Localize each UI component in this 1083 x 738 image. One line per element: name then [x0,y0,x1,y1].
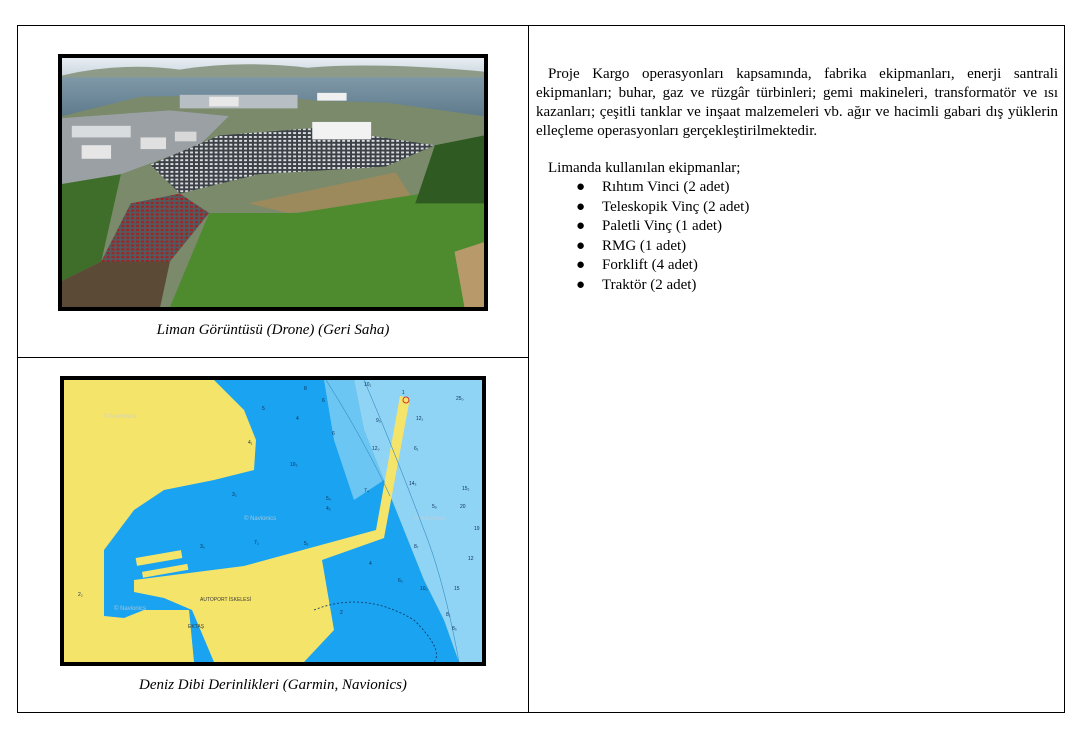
depth-label: 14₃ [409,481,417,487]
document-table [17,25,1065,713]
depth-label: 2₂ [78,592,83,598]
depth-label: 3₀ [200,544,205,550]
bullet-icon: ● [576,179,586,195]
map-label-autoport: AUTOPORT İSKELESİ [200,597,252,603]
table-column-divider [528,26,529,712]
drone-port-photo [58,54,488,311]
photo-caption: Liman Görüntüsü (Drone) (Geri Saha) [156,322,390,338]
depth-label: 3₂ [232,492,237,498]
depth-label: 5 [262,406,265,412]
depth-label: 6₂ [398,578,403,584]
map-watermark: © Navionics [244,516,277,522]
list-item: ● Forklift (4 adet) [576,257,698,273]
list-item: ● Paletli Vinç (1 adet) [576,218,723,234]
project-cargo-paragraph: Proje Kargo operasyonları kapsamında, fabrika ekipmanları, enerji santrali ekipmanları; buhar, gaz ve rüzgâr türbinleri; gemi makineleri, transformatör ve ısı kazanları; çeşitli tanklar ve inşaat malzemeleri vb. ağır ve hacimli gabari dış yüklerin elleçleme operasyonları gerçekleştirilmektedir. [536,66,1058,139]
depth-label: 5₄ [326,496,331,502]
list-item: ● RMG (1 adet) [576,237,687,254]
depth-label: 6₁ [414,446,419,452]
map-watermark: © Navionics [104,414,137,420]
depth-label: 10₃ [290,462,298,468]
depth-label: 4₂ [326,506,331,512]
depth-label: 6 [332,431,335,437]
depth-label: 12 [468,556,474,562]
depth-label: 19 [474,526,480,532]
nautical-chart-icon [64,380,482,662]
depth-label: 1 [402,390,405,396]
depth-label: 4 [296,416,299,422]
depth-label: 5₁ [304,541,309,547]
depth-label: 8₇ [414,544,419,550]
depth-label: 8₁ [446,612,451,618]
depth-label: 2 [340,610,343,616]
depth-label: 6 [322,398,325,404]
depth-label: 8 [304,386,307,392]
bullet-icon: ● [576,198,586,215]
map-label-ektas: EKTAŞ [188,624,205,630]
depth-label: 8₅ [452,626,457,632]
depth-label: 5₉ [432,504,437,510]
depth-label: 15₂ [462,486,470,492]
bullet-icon: ● [576,276,586,293]
aerial-port-photo-icon [62,58,484,307]
depth-label: 9₃ [376,418,381,424]
map-watermark: © Navionics [114,606,147,612]
bullet-icon: ● [576,237,586,254]
equipment-list [536,178,1058,295]
list-item: ● Teleskopik Vinç (2 adet) [576,198,750,215]
depth-label: 10₀ [420,586,428,592]
list-item: ● Rıhtım Vinci (2 adet) [576,179,730,195]
depth-label: 12₁ [416,416,424,422]
equipment-heading: Limanda kullanılan ekipmanlar; [548,160,741,176]
bullet-icon: ● [576,257,586,273]
depth-label: 4 [369,561,372,567]
table-row-divider [18,357,528,358]
depth-label: 10₁ [364,382,372,388]
depth-label: 7₂ [254,540,259,546]
map-caption: Deniz Dibi Derinlikleri (Garmin, Navionics) [139,677,407,693]
map-watermark: © Navionics [414,516,447,522]
depth-label: 20 [460,504,466,510]
bullet-icon: ● [576,218,586,234]
depth-label: 7₄ [364,488,369,494]
description-cell [536,65,1058,295]
depth-label: 4₁ [248,440,253,446]
depth-label: 12₀ [372,446,380,452]
depth-chart-map [60,376,486,666]
list-item: ● Traktör (2 adet) [576,276,697,293]
depth-label: 25₀ [456,396,464,402]
depth-label: 15 [454,586,460,592]
